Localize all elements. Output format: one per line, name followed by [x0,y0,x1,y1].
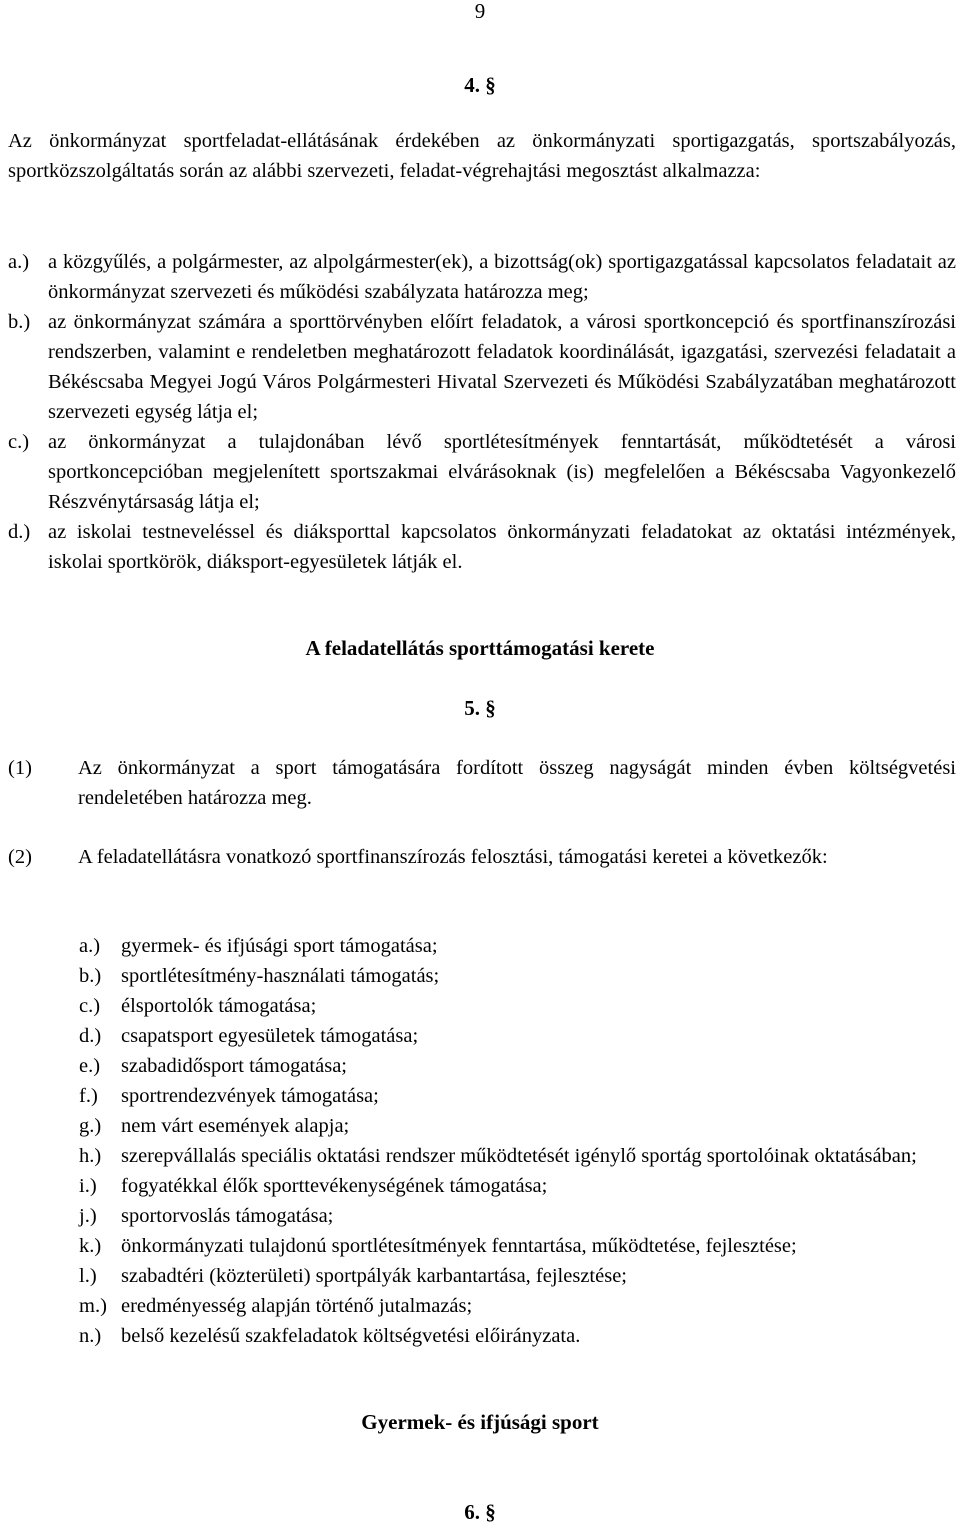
list-item-text: önkormányzati tulajdonú sportlétesítmények fenntartása, működtetése, fejlesztése; [121,1235,797,1257]
section-4-intro: Az önkormányzat sportfeladat-ellátásának érdekében az önkormányzati sportigazgatás, sportszabályozás, sportközszolgáltatás során az alábbi szervezeti, feladat-végrehajtási megosztást alkalmazza: [8,130,956,182]
list-item-label: e.) [79,1055,101,1077]
list-item-label: l.) [79,1265,97,1287]
list-item-label: b.) [79,965,102,987]
list-item [79,1081,959,1111]
list-item-text: az önkormányzat számára a sporttörvényben előírt feladatok, a városi sportkoncepció és sportfinanszírozási rendszerben, valamint e rendeletben meghatározott feladatok koordinálását, igazgatási, szervezési feladatait a Békéscsaba Megyei Jogú Város Polgármesteri Hivatal Szervezeti és Működési Szabályzatában meghatározott szervezeti egység látja el; [48,311,956,423]
list-item-text: sportrendezvények támogatása; [121,1085,379,1107]
list-item-text: szabadtéri (közterületi) sportpályák karbantartása, fejlesztése; [121,1265,627,1287]
list-item-label: d.) [79,1025,102,1047]
list-item-text: eredményesség alapján történő jutalmazás; [121,1295,473,1317]
list-item-text: az iskolai testneveléssel és diáksporttal kapcsolatos önkormányzati feladatokat az oktatási intézmények, iskolai sportkörök, diáksport-egyesületek látják el. [48,521,956,573]
list-item [79,1321,959,1351]
list-item [8,427,956,517]
section-5-paragraph-1 [8,753,956,813]
list-item-label: a.) [79,935,101,957]
paragraph-label: (1) [8,757,32,779]
list-item [79,1141,959,1171]
list-item-text: az önkormányzat a tulajdonában lévő sportlétesítmények fenntartását, működtetését a városi sportkoncepcióban megjelenített sportszakmai elvárásoknak (is) megfelelően a Békéscsaba Vagyonkezelő Részvénytársaság látja el; [48,431,956,513]
list-item-text: szabadidősport támogatása; [121,1055,348,1077]
paragraph-text: A feladatellátásra vonatkozó sportfinanszírozás felosztási, támogatási keretei a következők: [78,846,828,868]
list-item [79,1171,959,1201]
list-item-label: i.) [79,1175,97,1197]
list-item-text: szerepvállalás speciális oktatási rendszer működtetését igénylő sportág sportolóinak oktatásában; [121,1145,917,1167]
subtitle-youth-sport: Gyermek- és ifjúsági sport [361,1410,599,1434]
section-4-heading: 4. § [464,73,496,97]
list-item-text: nem várt események alapja; [121,1115,350,1137]
list-item-label: n.) [79,1325,102,1347]
subtitle-sport-funding: A feladatellátás sporttámogatási kerete [305,636,655,660]
list-item-label: j.) [79,1205,97,1227]
list-item [79,1201,959,1231]
list-item [8,247,956,307]
list-item [79,1021,959,1051]
section-5-paragraph-2 [8,842,956,872]
list-item [8,307,956,427]
list-item [79,1231,959,1261]
section-4-list [8,247,956,577]
list-item-label: g.) [79,1115,102,1137]
section-5-funding-list [79,931,959,1351]
list-item [79,961,959,991]
paragraph-text: Az önkormányzat a sport támogatására fordított összeg nagyságát minden évben költségvetési rendeletében határozza meg. [78,757,956,809]
list-item-label: c.) [8,431,30,453]
list-item-label: d.) [8,521,31,543]
list-item-label: a.) [8,251,30,273]
paragraph-label: (2) [8,846,32,868]
list-item-text: sportorvoslás támogatása; [121,1205,334,1227]
list-item-text: fogyatékkal élők sporttevékenységének támogatása; [121,1175,548,1197]
list-item-text: élsportolók támogatása; [121,995,317,1017]
list-item-label: c.) [79,995,101,1017]
list-item-text: csapatsport egyesületek támogatása; [121,1025,419,1047]
list-item-text: gyermek- és ifjúsági sport támogatása; [121,935,438,957]
list-item [79,1291,959,1321]
list-item-label: m.) [79,1295,107,1317]
list-item-text: a közgyűlés, a polgármester, az alpolgármester(ek), a bizottság(ok) sportigazgatással kapcsolatos feladatait az önkormányzat szervezeti és működési szabályzata határozza meg; [48,251,956,303]
list-item-label: k.) [79,1235,102,1257]
list-item-label: f.) [79,1085,98,1107]
list-item-label: h.) [79,1145,102,1167]
list-item [8,517,956,577]
list-item-text: sportlétesítmény-használati támogatás; [121,965,440,987]
list-item [79,1051,959,1081]
section-5-heading: 5. § [464,696,496,720]
section-6-heading: 6. § [464,1500,496,1524]
list-item-text: belső kezelésű szakfeladatok költségvetési előirányzata. [121,1325,581,1347]
list-item [79,1111,959,1141]
page-number: 9 [474,0,486,23]
list-item [79,1261,959,1291]
list-item [79,991,959,1021]
list-item [79,931,959,961]
list-item-label: b.) [8,311,31,333]
